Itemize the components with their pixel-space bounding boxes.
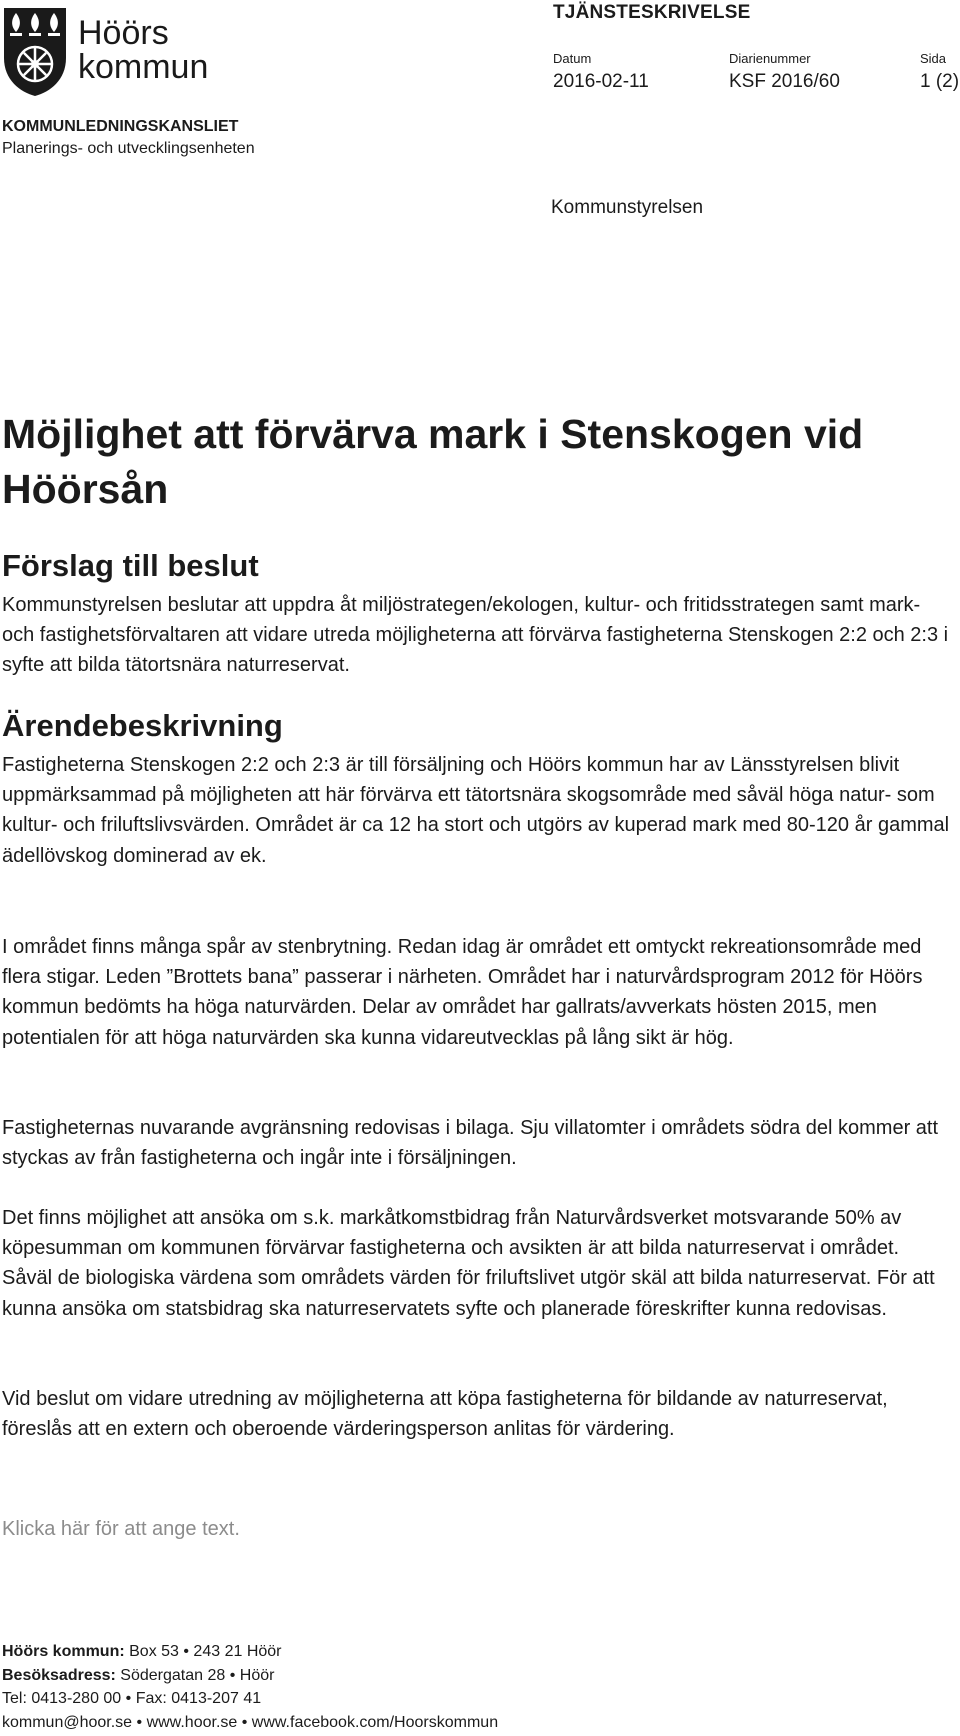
proposal-paragraph: Kommunstyrelsen beslutar att uppdra åt miljöstrategen/ekologen, kultur- och fritidsstrategen samt mark- och fastighetsförvaltaren att vidare utreda möjligheterna att förvärva fastigheterna Stenskogen 2:2 och 2:3 i syfte att bilda tätortsnära naturreservat.: [2, 594, 949, 677]
document-type: TJÄNSTESKRIVELSE: [553, 2, 751, 23]
footer-web-line[interactable]: kommun@hoor.se • www.hoor.se • www.facebook.com/Hoorskommun: [2, 1713, 499, 1731]
description-paragraph: Vid beslut om vidare utredning av möjligheterna att köpa fastigheterna för bildande av naturreservat, föreslås att en extern och oberoende värderingsperson anlitas för värdering.: [2, 1388, 888, 1441]
description-heading: Ärendebeskrivning: [2, 708, 283, 743]
footer-org-label: Höörs kommun:: [2, 1643, 125, 1660]
footer-visit-value: Södergatan 28 • Höör: [120, 1666, 275, 1684]
footer: [2, 1640, 498, 1734]
reg-number-label: Diarienummer: [729, 51, 811, 66]
footer-visit-label: Besöksadress:: [2, 1666, 116, 1684]
hoors-kommun-logo: [2, 6, 224, 98]
date-label: Datum: [553, 51, 592, 66]
description-paragraph: Det finns möjlighet att ansöka om s.k. markåtkomstbidrag från Naturvårdsverket motsvarande 50% av köpesumman om kommunen förvärvar fastigheterna och avsikten är att bilda naturreservat i området. Såväl de biologiska värdena som områdets värden för friluftslivet utgör skäl att bilda naturreservat. För att kunna ansöka om statsbidrag ska naturreservatets syfte och planerade föreskrifter kunna redovisas.: [2, 1207, 935, 1320]
footer-phone-line: Tel: 0413-280 00 • Fax: 0413-207 41: [2, 1690, 262, 1707]
department-unit: Planerings- och utvecklingsenheten: [2, 140, 255, 157]
description-paragraph: Fastigheternas nuvarande avgränsning redovisas i bilaga. Sju villatomter i områdets södra del kommer att styckas av från fastigheterna och ingår inte i försäljningen.: [2, 1117, 939, 1170]
description-paragraph: I området finns många spår av stenbrytning. Redan idag är området ett omtyckt rekreationsområde med flera stigar. Leden ”Brottets bana” passerar i närheten. Området har i naturvårdsprogram 2012 för Höörs kommun bedömts ha höga naturvärden. Delar av området har gallrats/avverkats hösten 2015, men potentialen för att höga naturvärden ska kunna vidareutvecklas på lång sikt är hög.: [2, 936, 923, 1049]
text-placeholder-field[interactable]: Klicka här för att ange text.: [2, 1518, 240, 1540]
footer-visit-line: [2, 1664, 498, 1688]
page-label: Sida: [920, 51, 947, 66]
date-value: 2016-02-11: [553, 71, 649, 92]
reg-number-value: KSF 2016/60: [729, 71, 840, 92]
description-paragraph: Fastigheterna Stenskogen 2:2 och 2:3 är till försäljning och Höörs kommun har av Länsstyrelsen blivit uppmärksammad på möjligheten att här förvärva ett tätortsnära skogsområde med såväl höga natur- som kultur- och friluftslivsvärden. Området är ca 12 ha stort och utgörs av kuperad mark med 80-120 år gammal ädellövskog dominerad av ek.: [2, 754, 950, 867]
footer-org-line: [2, 1640, 498, 1664]
logo-text-line1: Höörs: [78, 14, 169, 52]
recipient: Kommunstyrelsen: [551, 197, 704, 218]
document-title: Möjlighet att förvärva mark i Stenskogen vid Höörsån: [2, 411, 864, 512]
proposal-text: [2, 590, 954, 681]
department-name: KOMMUNLEDNINGSKANSLIET: [2, 118, 239, 135]
page-value: 1 (2): [920, 71, 960, 92]
proposal-heading: Förslag till beslut: [2, 548, 259, 583]
footer-org-value: Box 53 • 243 21 Höör: [129, 1643, 282, 1660]
logo-text-line2: kommun: [78, 48, 209, 86]
